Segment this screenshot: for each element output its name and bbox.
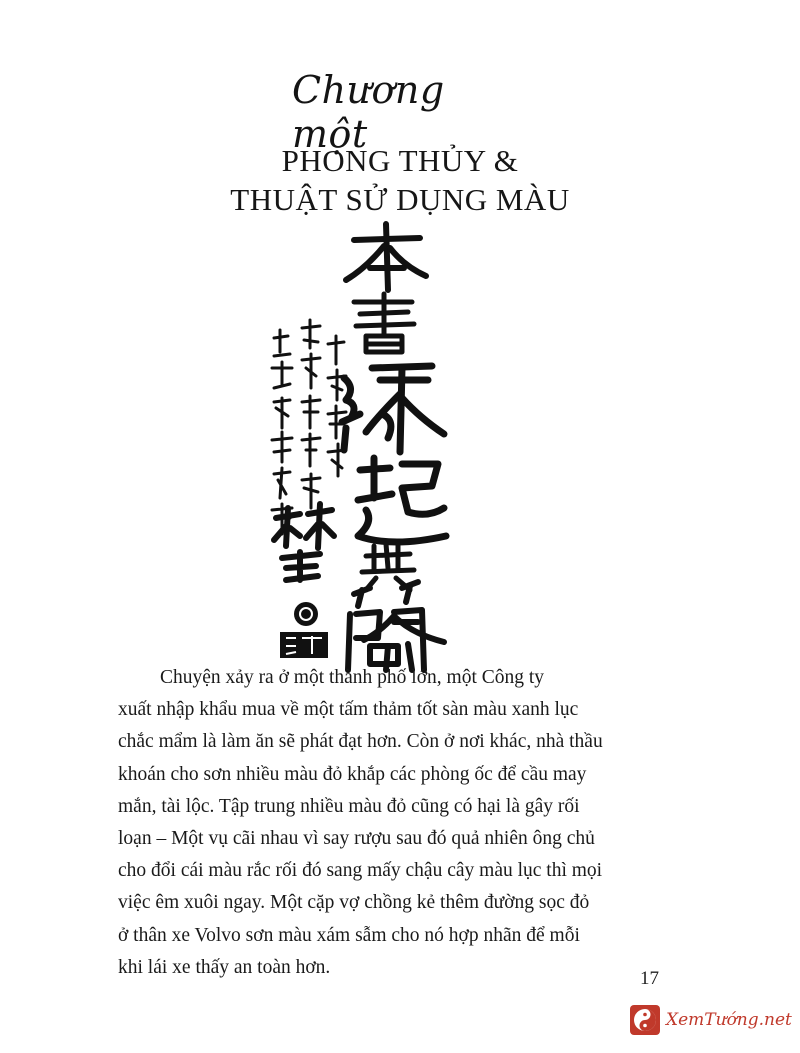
yin-yang-icon [630, 1005, 660, 1035]
chapter-label: Chương một [292, 68, 445, 156]
body-line: khi lái xe thấy an toàn hơn. [118, 956, 331, 978]
body-line: xuất nhập khẩu mua về một tấm thảm tốt sàn màu xanh lục [118, 699, 579, 721]
chinese-calligraphy-image [262, 218, 482, 673]
page-number: 17 [640, 968, 659, 989]
watermark-text: XemTướng.net [666, 1010, 792, 1030]
body-line: chắc mẩm là làm ăn sẽ phát đạt hơn. Còn ở nơi khác, nhà thầu [118, 731, 603, 753]
body-line: Chuyện xảy ra ở một thành phố lớn, một Công ty [160, 667, 545, 688]
watermark-logo[interactable] [630, 1000, 795, 1040]
body-line: loạn – Một vụ cãi nhau vì say rượu sau đó quả nhiên ông chủ [118, 828, 595, 850]
chapter-title-line-1: PHONG THỦY & [281, 143, 519, 178]
body-line: mắn, tài lộc. Tập trung nhiều màu đỏ cũng có hại là gây rối [118, 795, 580, 817]
body-line: việc êm xuôi ngay. Một cặp vợ chồng kẻ thêm đường sọc đỏ [118, 892, 590, 914]
body-line: cho đổi cái màu rắc rối đó sang mấy chậu cây màu lục thì mọi [118, 860, 603, 882]
body-line: ở thân xe Volvo sơn màu xám sẫm cho nó hợp nhãn để mỗi [118, 924, 580, 946]
body-line: khoán cho sơn nhiều màu đỏ khắp các phòng ốc để cầu may [118, 763, 587, 785]
chapter-title-line-2: THUẬT SỬ DỤNG MÀU [230, 182, 570, 217]
body-paragraph [118, 662, 683, 984]
